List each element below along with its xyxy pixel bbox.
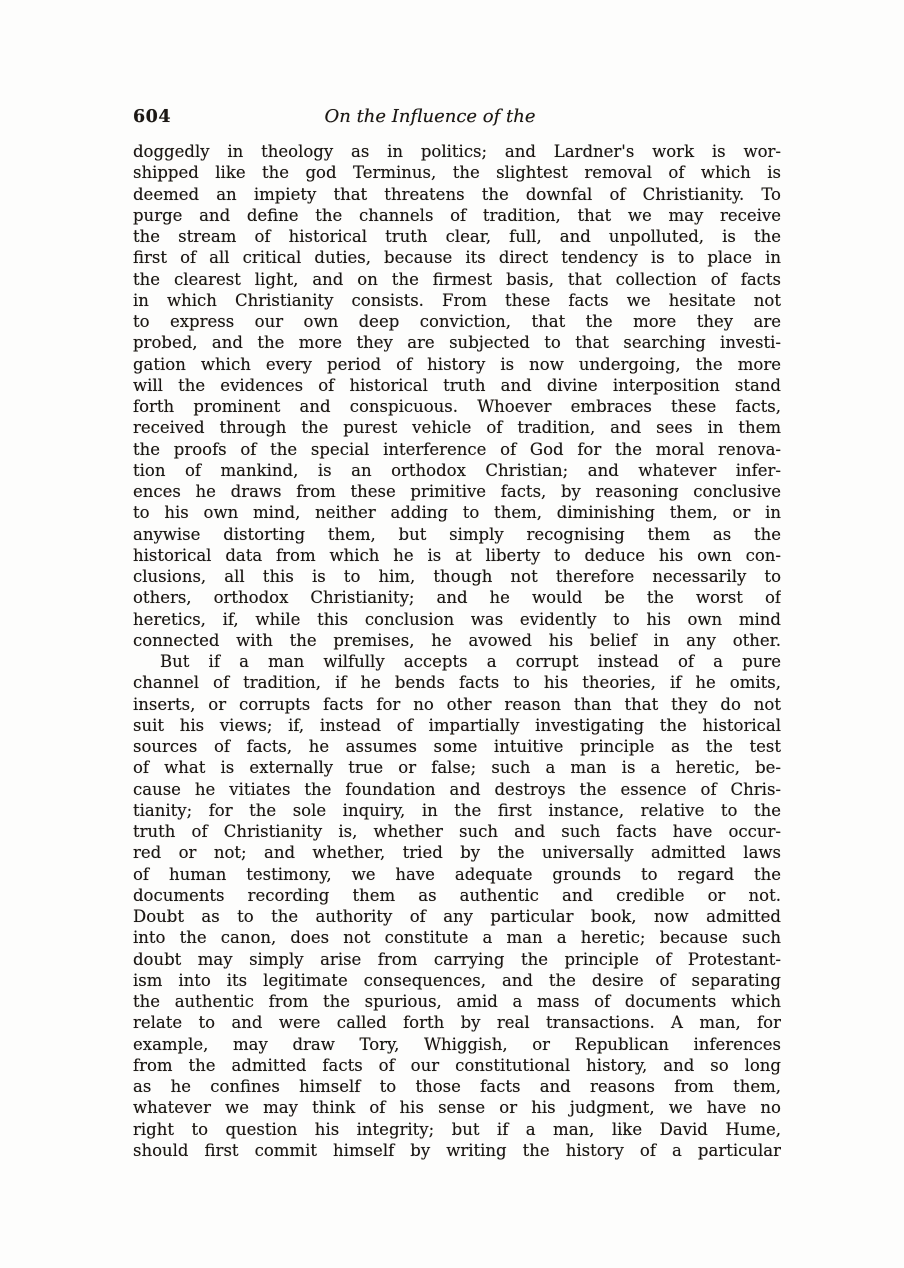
page-number: 604 xyxy=(133,107,172,127)
text-line: whatever we may think of his sense or his judgment, we have no xyxy=(133,1098,781,1118)
text-line: sources of facts, he assumes some intuitive principle as the test xyxy=(133,737,781,756)
text-line: to his own mind, neither adding to them, diminishing them, or in xyxy=(133,503,781,523)
page-header xyxy=(133,105,781,129)
text-line: into the canon, does not constitute a man a heretic; because such xyxy=(133,928,781,948)
text-line: in which Christianity consists. From these facts we hesitate not xyxy=(133,290,781,310)
text-line: gation which every period of history is now undergoing, the more xyxy=(133,354,781,374)
text-line: truth of Christianity is, whether such and such facts have occur- xyxy=(133,822,781,841)
text-line: But if a man wilfully accepts a corrupt instead of a pure xyxy=(160,652,781,671)
text-line: Doubt as to the authority of any particular book, now admitted xyxy=(133,907,781,926)
text-line: clusions, all this is to him, though not therefore necessarily to xyxy=(133,567,781,586)
text-line: red or not; and whether, tried by the universally admitted laws xyxy=(133,843,781,863)
text-line: ences he draws from these primitive facts, by reasoning conclusive xyxy=(133,482,781,501)
text-line: the authentic from the spurious, amid a mass of documents which xyxy=(133,992,781,1011)
text-line: forth prominent and conspicuous. Whoever embraces these facts, xyxy=(133,397,781,416)
text-line: first of all critical duties, because its direct tendency is to place in xyxy=(133,248,781,268)
text-line: deemed an impiety that threatens the downfal of Christianity. To xyxy=(133,184,781,204)
text-line: the stream of historical truth clear, full, and unpolluted, is the xyxy=(133,227,781,246)
text-line: suit his views; if, instead of impartially investigating the historical xyxy=(133,715,781,735)
text-line: historical data from which he is at liberty to deduce his own con- xyxy=(133,545,781,565)
text-line: doggedly in theology as in politics; and Lardner's work is wor- xyxy=(133,142,781,161)
text-line: doubt may simply arise from carrying the principle of Protestant- xyxy=(133,949,781,969)
text-line: the clearest light, and on the firmest basis, that collection of facts xyxy=(133,269,781,289)
text-line: right to question his integrity; but if a man, like David Hume, xyxy=(133,1119,781,1139)
text-line: documents recording them as authentic and credible or not. xyxy=(133,885,781,905)
text-line: of human testimony, we have adequate grounds to regard the xyxy=(133,864,781,884)
text-line: shipped like the god Terminus, the slightest removal of which is xyxy=(133,163,781,183)
text-line: ism into its legitimate consequences, and the desire of separating xyxy=(133,970,781,990)
text-line: anywise distorting them, but simply recognising them as the xyxy=(133,524,781,544)
text-line: heretics, if, while this conclusion was evidently to his own mind xyxy=(133,609,781,629)
text-line: probed, and the more they are subjected to that searching investi- xyxy=(133,333,781,353)
text-line: tion of mankind, is an orthodox Christian; and whatever infer- xyxy=(133,460,781,480)
text-line: received through the purest vehicle of tradition, and sees in them xyxy=(133,418,781,438)
text-line: cause he vitiates the foundation and destroys the essence of Chris- xyxy=(133,779,781,799)
text-line: channel of tradition, if he bends facts to his theories, if he omits, xyxy=(133,673,781,693)
text-line: inserts, or corrupts facts for no other reason than that they do not xyxy=(133,694,781,714)
body-text xyxy=(133,141,781,1161)
text-line: tianity; for the sole inquiry, in the first instance, relative to the xyxy=(133,800,781,820)
text-line: relate to and were called forth by real transactions. A man, for xyxy=(133,1013,781,1033)
text-line: as he confines himself to those facts and reasons from them, xyxy=(133,1077,781,1096)
running-title: On the Influence of the xyxy=(324,106,536,127)
text-line: of what is externally true or false; such a man is a heretic, be- xyxy=(133,758,781,778)
text-line: others, orthodox Christianity; and he would be the worst of xyxy=(133,588,781,608)
text-line: should first commit himself by writing the history of a particular xyxy=(133,1140,781,1160)
text-line: example, may draw Tory, Whiggish, or Republican inferences xyxy=(133,1034,781,1054)
text-line: from the admitted facts of our constitutional history, and so long xyxy=(133,1055,781,1075)
text-line: the proofs of the special interference of God for the moral renova- xyxy=(133,439,781,459)
text-line: to express our own deep conviction, that the more they are xyxy=(133,312,781,331)
text-line: purge and define the channels of tradition, that we may receive xyxy=(133,205,781,225)
text-line: connected with the premises, he avowed his belief in any other. xyxy=(133,630,781,650)
text-line: will the evidences of historical truth and divine interposition stand xyxy=(133,375,781,395)
